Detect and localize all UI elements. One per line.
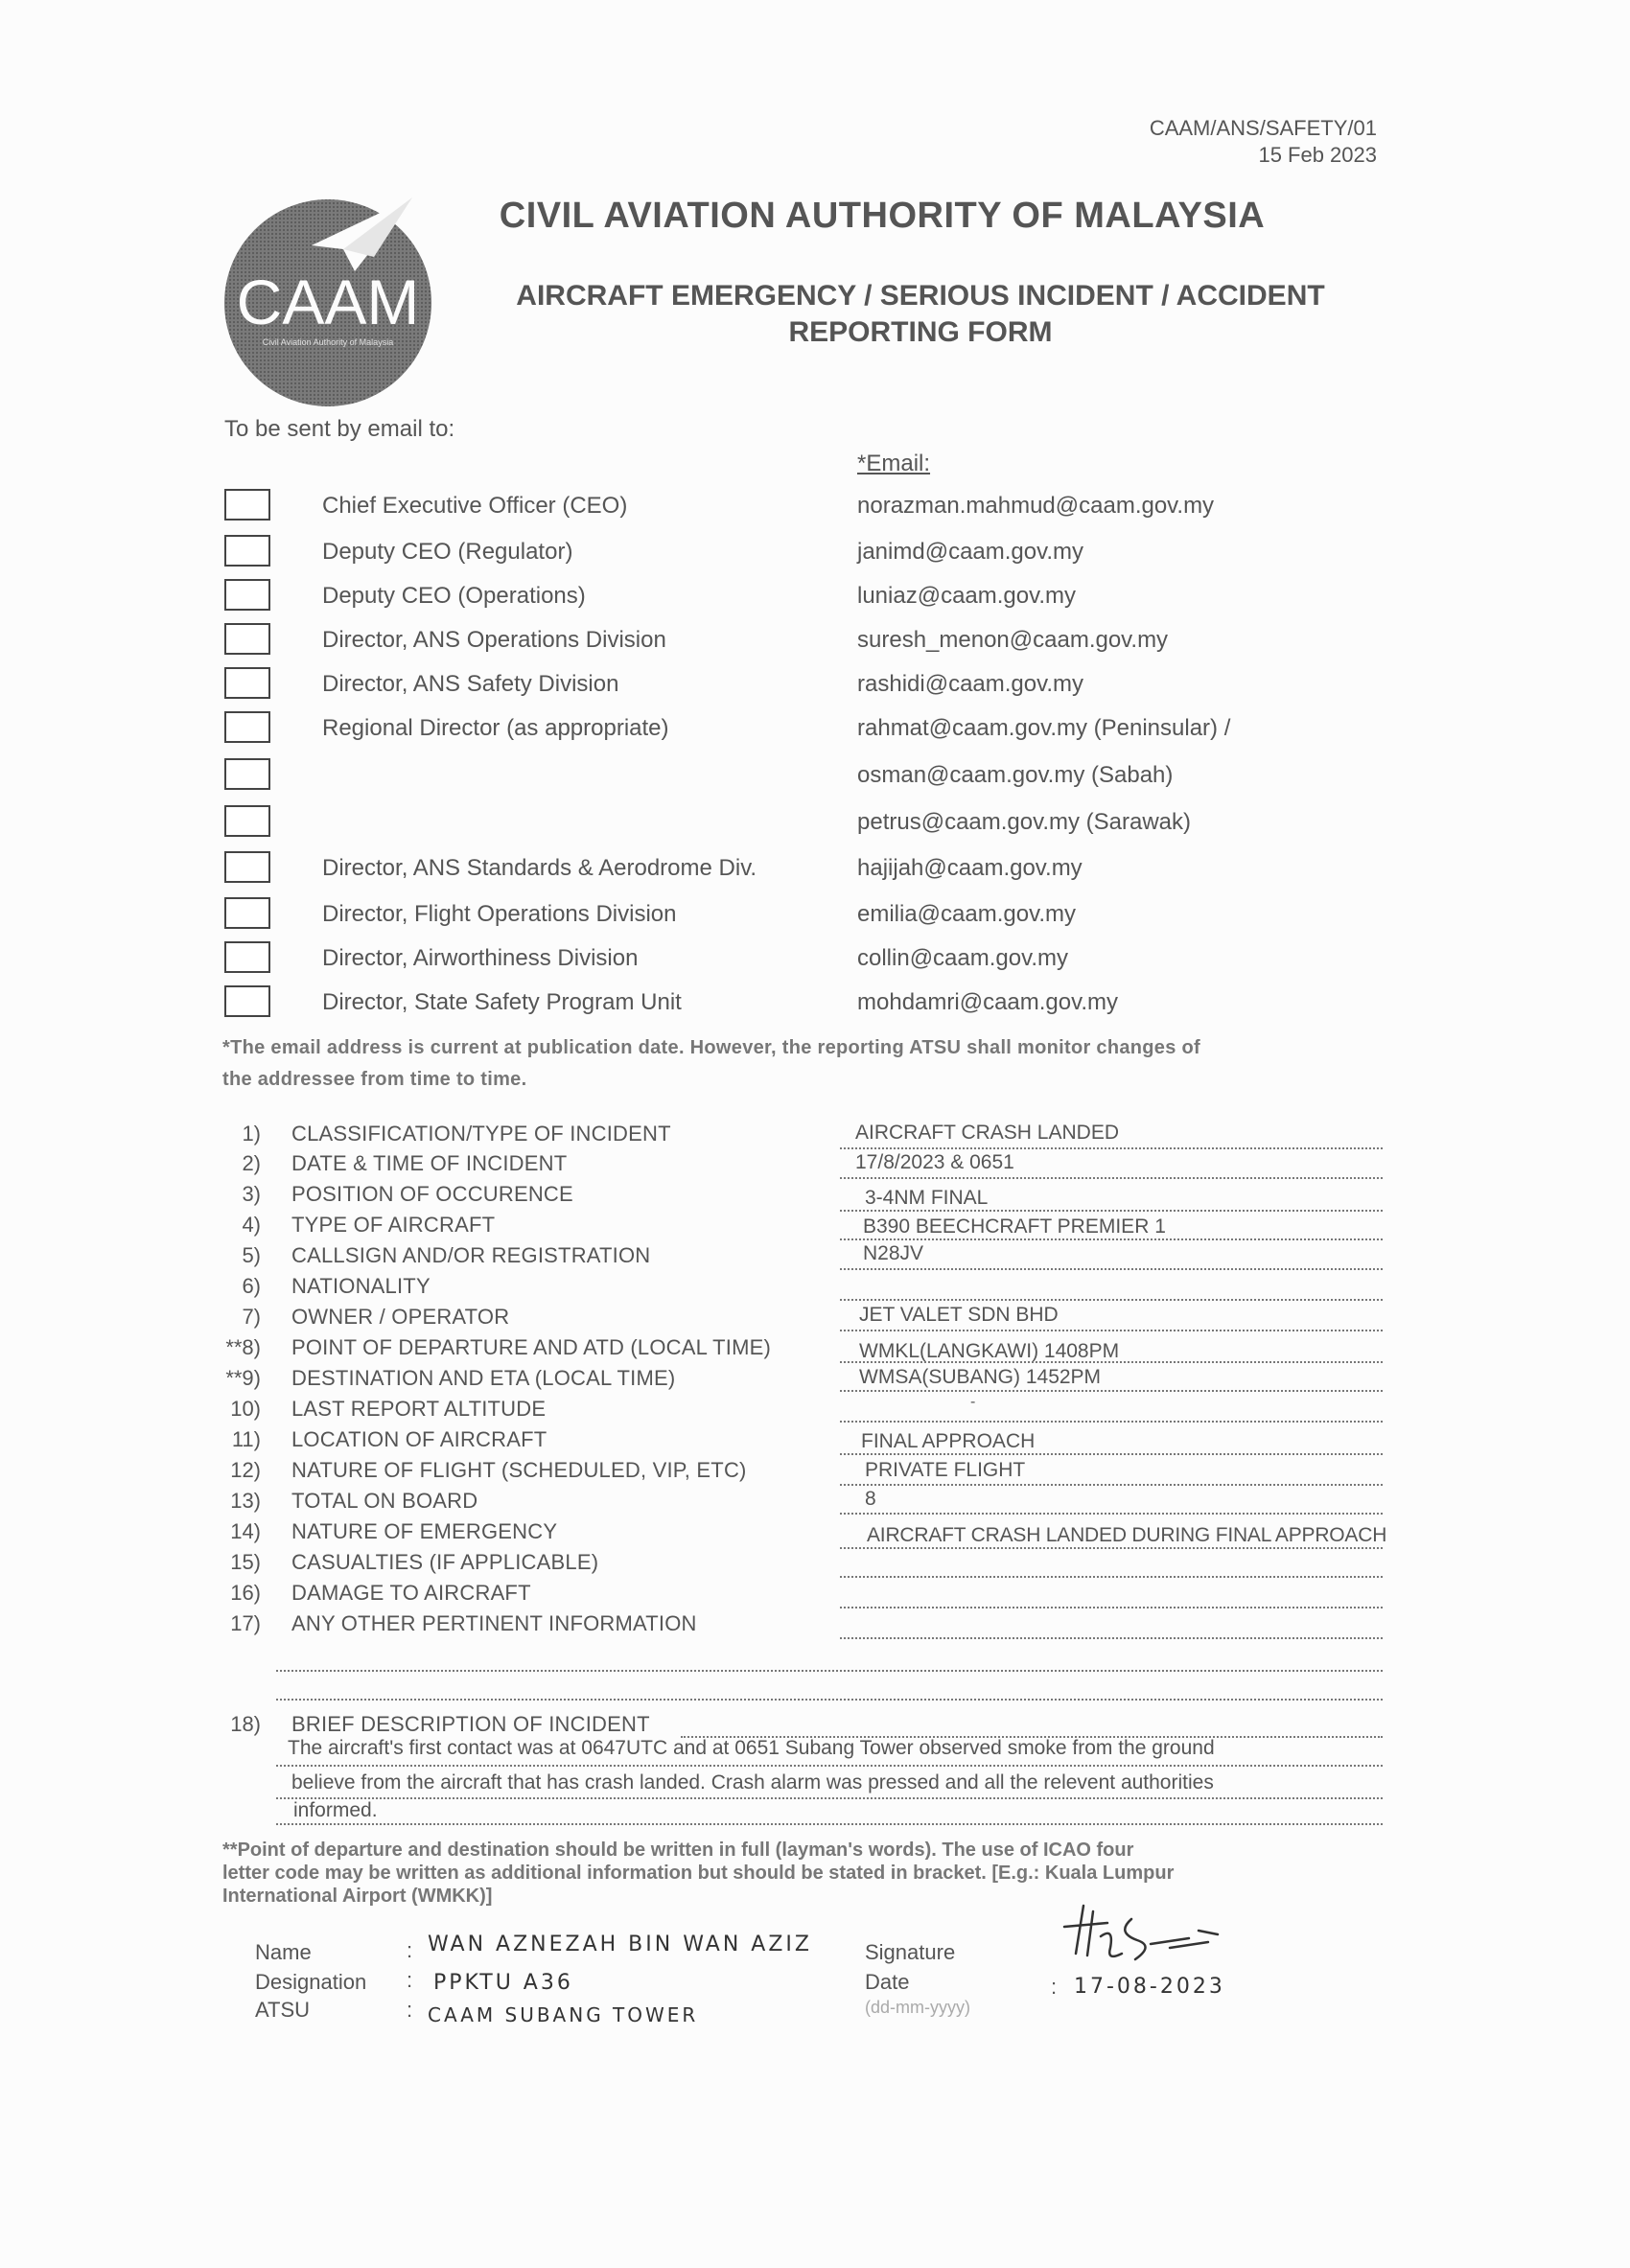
field-value-location[interactable]: FINAL APPROACH xyxy=(861,1430,1036,1452)
field-underline xyxy=(840,1147,1383,1149)
recipient-email: norazman.mahmud@caam.gov.my xyxy=(857,493,1215,519)
description-line[interactable]: believe from the aircraft that has crash landed. Crash alarm was pressed and all the relevent authorities xyxy=(291,1771,1214,1794)
checkbox-regional-director-sabah[interactable] xyxy=(224,758,270,790)
field-label: LOCATION OF AIRCRAFT xyxy=(291,1427,547,1451)
checkbox-deputy-ceo-regulator[interactable] xyxy=(224,535,270,567)
field-value-position[interactable]: 3-4NM FINAL xyxy=(865,1187,989,1209)
form-title-line2: REPORTING FORM xyxy=(788,316,1053,348)
checkbox-regional-director-sarawak[interactable] xyxy=(224,805,270,837)
field-label: NATURE OF FLIGHT (SCHEDULED, VIP, ETC) xyxy=(291,1458,747,1482)
checkbox-director-ans-operations[interactable] xyxy=(224,623,270,655)
field-label: TYPE OF AIRCRAFT xyxy=(291,1213,496,1237)
field-underline xyxy=(276,1699,1383,1701)
field-value-callsign[interactable]: N28JV xyxy=(863,1242,924,1264)
field-underline xyxy=(840,1607,1383,1608)
recipient-role: Director, ANS Standards & Aerodrome Div. xyxy=(322,855,757,881)
field-label: POINT OF DEPARTURE AND ATD (LOCAL TIME) xyxy=(291,1335,772,1359)
recipient-email: hajijah@caam.gov.my xyxy=(857,855,1083,881)
colon: : xyxy=(407,1938,413,1962)
recipient-email: collin@caam.gov.my xyxy=(857,945,1068,971)
atsu-value[interactable]: CAAM SUBANG TOWER xyxy=(428,2003,699,2026)
field-number: 7) xyxy=(242,1305,261,1329)
atsu-label: ATSU xyxy=(255,1998,311,2022)
colon: : xyxy=(407,1998,413,2022)
field-number: 18) xyxy=(230,1712,261,1736)
field-number: 14) xyxy=(230,1519,261,1543)
field-number: 16) xyxy=(230,1581,261,1605)
colon: : xyxy=(1051,1975,1058,1999)
field-value-emergency-nature[interactable]: AIRCRAFT CRASH LANDED DURING FINAL APPROACH xyxy=(867,1524,1387,1546)
field-underline xyxy=(840,1238,1383,1240)
field-value-flight-nature[interactable]: PRIVATE FLIGHT xyxy=(865,1459,1026,1481)
field-label: CALLSIGN AND/OR REGISTRATION xyxy=(291,1243,651,1267)
checkbox-ceo[interactable] xyxy=(224,489,270,521)
recipient-email: osman@caam.gov.my (Sabah) xyxy=(857,762,1174,788)
field-number: 12) xyxy=(230,1458,261,1482)
field-number: 2) xyxy=(242,1151,261,1175)
send-by-email-label: To be sent by email to: xyxy=(224,416,455,442)
field-underline xyxy=(840,1210,1383,1212)
email-column-header: *Email: xyxy=(857,451,931,476)
field-underline xyxy=(840,1484,1383,1486)
field-number: **9) xyxy=(225,1366,261,1390)
designation-label: Designation xyxy=(255,1970,367,1994)
note-line: the addressee from time to time. xyxy=(222,1069,527,1090)
document-reference xyxy=(1103,115,1377,169)
recipient-role: Deputy CEO (Operations) xyxy=(322,583,586,609)
field-underline xyxy=(840,1268,1383,1270)
footnote-line: letter code may be written as additional information but should be stated in bracket. [E.g.: Kuala Lumpur xyxy=(222,1863,1175,1884)
name-value[interactable]: WAN AZNEZAH BIN WAN AZIZ xyxy=(428,1932,812,1956)
field-value-classification[interactable]: AIRCRAFT CRASH LANDED xyxy=(855,1122,1119,1144)
field-label: TOTAL ON BOARD xyxy=(291,1489,478,1513)
description-label: BRIEF DESCRIPTION OF INCIDENT xyxy=(291,1712,650,1736)
reference-date: 15 Feb 2023 xyxy=(1258,143,1377,167)
reference-code: CAAM/ANS/SAFETY/01 xyxy=(1149,116,1377,140)
field-label: DAMAGE TO AIRCRAFT xyxy=(291,1581,531,1605)
field-underline xyxy=(840,1637,1383,1639)
checkbox-director-airworthiness[interactable] xyxy=(224,941,270,973)
recipient-role: Director, State Safety Program Unit xyxy=(322,989,682,1015)
field-label: CLASSIFICATION/TYPE OF INCIDENT xyxy=(291,1122,671,1146)
field-number: **8) xyxy=(225,1335,261,1359)
footnote-line: **Point of departure and destination should be written in full (layman's words). The use of ICAO four xyxy=(222,1840,1134,1861)
field-label: DESTINATION AND ETA (LOCAL TIME) xyxy=(291,1366,676,1390)
checkbox-director-state-safety[interactable] xyxy=(224,985,270,1017)
email-currency-note xyxy=(222,1032,1383,1096)
recipient-email: rahmat@caam.gov.my (Peninsular) / xyxy=(857,715,1231,741)
note-line: *The email address is current at publication date. However, the reporting ATSU shall monitor changes of xyxy=(222,1037,1200,1058)
field-value-departure[interactable]: WMKL(LANGKAWI) 1408PM xyxy=(859,1340,1120,1362)
field-value-altitude[interactable]: - xyxy=(970,1394,976,1410)
field-number: 13) xyxy=(230,1489,261,1513)
field-value-date-time[interactable]: 17/8/2023 & 0651 xyxy=(855,1151,1014,1173)
checkbox-director-flight-operations[interactable] xyxy=(224,897,270,929)
recipient-role: Regional Director (as appropriate) xyxy=(322,715,669,741)
description-line[interactable]: The aircraft's first contact was at 0647UTC and at 0651 Subang Tower observed smoke from the ground xyxy=(288,1737,1215,1759)
checkbox-director-ans-safety[interactable] xyxy=(224,667,270,699)
form-title-line1: AIRCRAFT EMERGENCY / SERIOUS INCIDENT / ACCIDENT xyxy=(516,280,1325,312)
field-label: POSITION OF OCCURENCE xyxy=(291,1182,573,1206)
field-number: 5) xyxy=(242,1243,261,1267)
field-underline xyxy=(840,1453,1383,1455)
recipient-role: Director, Airworthiness Division xyxy=(322,945,639,971)
recipient-role: Deputy CEO (Regulator) xyxy=(322,539,573,565)
field-label: OWNER / OPERATOR xyxy=(291,1305,510,1329)
form-title xyxy=(451,278,1390,351)
field-underline xyxy=(840,1390,1383,1392)
field-underline xyxy=(276,1823,1383,1825)
description-line[interactable]: informed. xyxy=(293,1799,378,1821)
field-value-total-on-board[interactable]: 8 xyxy=(865,1488,876,1510)
designation-value[interactable]: PPKTU A36 xyxy=(433,1971,573,1995)
recipient-role: Director, ANS Operations Division xyxy=(322,627,666,653)
field-number: 11) xyxy=(231,1427,261,1451)
svg-text:CAAM: CAAM xyxy=(236,266,420,337)
svg-text:Civil Aviation Authority of Ma: Civil Aviation Authority of Malaysia xyxy=(262,337,394,347)
date-label: Date xyxy=(865,1970,910,1994)
checkbox-deputy-ceo-operations[interactable] xyxy=(224,579,270,611)
field-label: ANY OTHER PERTINENT INFORMATION xyxy=(291,1611,697,1635)
field-label: NATIONALITY xyxy=(291,1274,431,1298)
recipient-role: Chief Executive Officer (CEO) xyxy=(322,493,628,519)
field-label: LAST REPORT ALTITUDE xyxy=(291,1397,547,1421)
field-underline xyxy=(276,1765,1383,1767)
field-number: 15) xyxy=(230,1550,261,1574)
recipient-role: Director, Flight Operations Division xyxy=(322,901,677,927)
recipient-email: rashidi@caam.gov.my xyxy=(857,671,1083,697)
field-value-aircraft-type[interactable]: B390 BEECHCRAFT PREMIER 1 xyxy=(863,1215,1166,1238)
field-underline xyxy=(840,1361,1383,1363)
field-label: NATURE OF EMERGENCY xyxy=(291,1519,558,1543)
field-label: CASUALTIES (IF APPLICABLE) xyxy=(291,1550,599,1574)
recipient-email: luniaz@caam.gov.my xyxy=(857,583,1076,609)
checkbox-regional-director-peninsular[interactable] xyxy=(224,711,270,743)
colon: : xyxy=(407,1968,413,1992)
field-underline xyxy=(840,1177,1383,1179)
recipient-email: janimd@caam.gov.my xyxy=(857,539,1083,565)
field-underline xyxy=(840,1513,1383,1515)
signature-image[interactable] xyxy=(1055,1898,1266,1975)
footnote-line: International Airport (WMKK)] xyxy=(222,1886,493,1907)
recipient-email: mohdamri@caam.gov.my xyxy=(857,989,1118,1015)
field-number: 4) xyxy=(242,1213,261,1237)
field-value-destination[interactable]: WMSA(SUBANG) 1452PM xyxy=(859,1366,1102,1388)
field-label: DATE & TIME OF INCIDENT xyxy=(291,1151,568,1175)
recipient-email: suresh_menon@caam.gov.my xyxy=(857,627,1169,653)
date-value[interactable]: 17-08-2023 xyxy=(1074,1975,1225,1999)
field-number: 10) xyxy=(230,1397,261,1421)
field-value-operator[interactable]: JET VALET SDN BHD xyxy=(859,1304,1059,1326)
recipient-email: petrus@caam.gov.my (Sarawak) xyxy=(857,809,1192,835)
signature-label: Signature xyxy=(865,1940,956,1964)
field-underline xyxy=(840,1299,1383,1301)
checkbox-director-ans-standards[interactable] xyxy=(224,851,270,883)
field-underline xyxy=(276,1797,1383,1799)
recipient-role: Director, ANS Safety Division xyxy=(322,671,619,697)
field-number: 6) xyxy=(242,1274,261,1298)
field-underline xyxy=(276,1670,1383,1672)
field-underline xyxy=(840,1547,1383,1549)
field-underline xyxy=(840,1330,1383,1331)
recipient-email: emilia@caam.gov.my xyxy=(857,901,1076,927)
field-underline xyxy=(840,1421,1383,1423)
field-number: 17) xyxy=(230,1611,261,1635)
date-format-hint: (dd-mm-yyyy) xyxy=(865,1998,970,2017)
field-number: 1) xyxy=(242,1122,261,1146)
organization-title: CIVIL AVIATION AUTHORITY OF MALAYSIA xyxy=(499,196,1266,236)
field-number: 3) xyxy=(242,1182,261,1206)
field-underline xyxy=(840,1576,1383,1578)
name-label: Name xyxy=(255,1940,312,1964)
